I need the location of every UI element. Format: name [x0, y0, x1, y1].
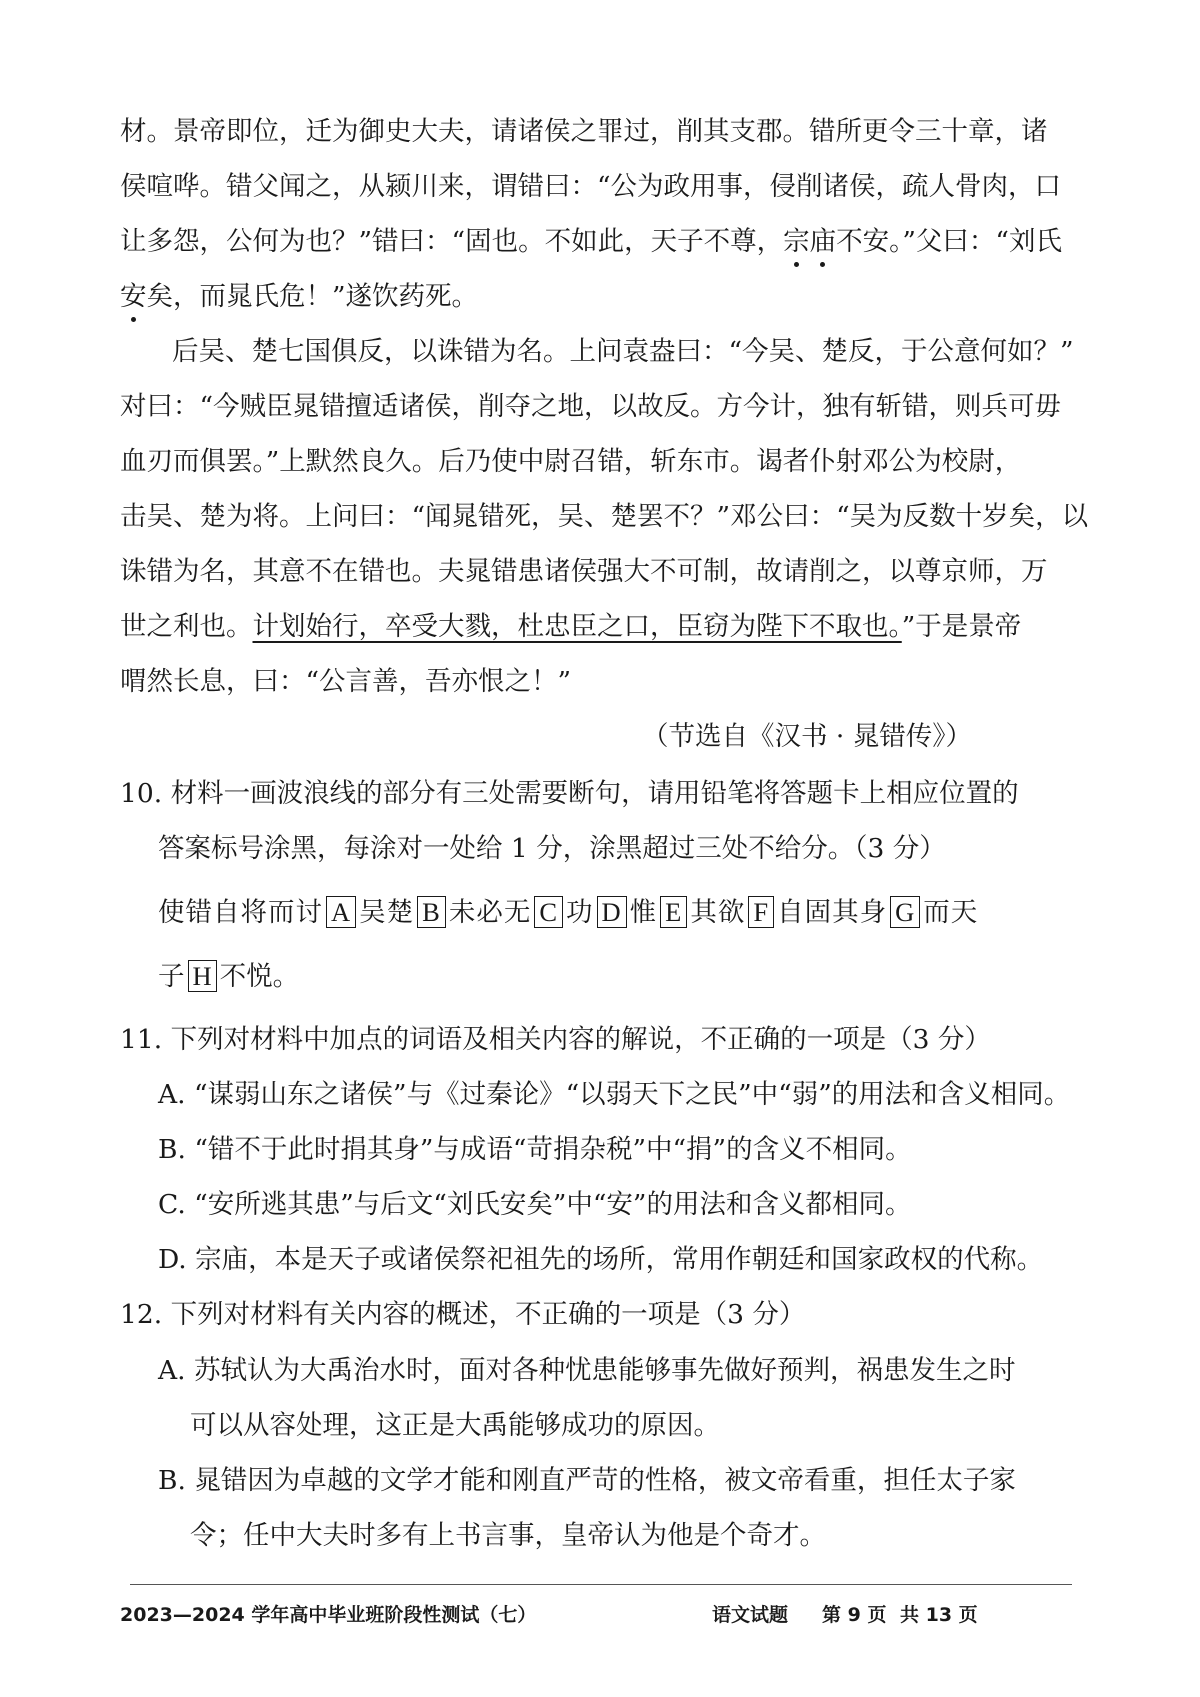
answer-box-D[interactable]: D [597, 896, 627, 928]
answer-box-A[interactable]: A [326, 896, 356, 928]
passage-line: 喟然长息，曰：“公言善，吾亦恨之！” [120, 666, 572, 697]
passage-line: 侯喧哗。错父闻之，从颍川来，谓错曰：“公为政用事，侵削诸侯，疏人骨肉，口 [120, 171, 1062, 202]
exercise-text: 功 [566, 897, 594, 928]
option-D: D. 宗庙，本是天子或诸侯祭祀祖先的场所，常用作朝廷和国家政权的代称。 [158, 1244, 1044, 1275]
exercise-text: 而天 [923, 897, 979, 928]
exercise-text: 不悦。 [219, 961, 300, 992]
answer-box-G[interactable]: G [890, 896, 920, 928]
question-10-stem: 10. 材料一画波浪线的部分有三处需要断句，请用铅笔将答题卡上相应位置的 [120, 778, 1019, 809]
option-C: C. “安所逃其患”与后文“刘氏安矣”中“安”的用法和含义都相同。 [158, 1189, 912, 1220]
question-12-stem: 12. 下列对材料有关内容的概述，不正确的一项是（3 分） [120, 1299, 806, 1330]
exercise-text: 使错自将而讨 [158, 897, 323, 928]
option-B: B. “错不于此时捐其身”与成语“苛捐杂税”中“捐”的含义不相同。 [158, 1134, 912, 1165]
page-total: 共 13 页 [900, 1604, 978, 1626]
source-citation: （节选自《汉书 · 晁错传》） [641, 721, 972, 752]
passage-text: ”于是景帝 [901, 611, 1022, 642]
exercise-text: 自固其身 [777, 897, 888, 928]
passage-line [120, 222, 1062, 262]
passage-line: 对曰：“今贼臣晁错擅适诸侯，削夺之地，以故反。方今计，独有斩错，则兵可毋 [120, 391, 1062, 422]
option-B: B. 晁错因为卓越的文学才能和刚直严苛的性格，被文帝看重，担任太子家 [158, 1465, 1016, 1496]
punctuation-exercise [158, 893, 978, 933]
passage-line: 后吴、楚七国俱反，以诛错为名。上问袁盎曰：“今吴、楚反，于公意何如？” [172, 336, 1074, 367]
underlined-sentence: 计划始行，卒受大戮，杜忠臣之口，臣窃为陛下不取也。 [252, 611, 902, 642]
passage-line: 血刃而俱罢。”上默然良久。后乃使中尉召错，斩东市。谒者仆射邓公为校尉， [120, 446, 1022, 477]
passage-line: 击吴、楚为将。上问曰：“闻晁错死，吴、楚罢不？”邓公曰：“吴为反数十岁矣，以 [120, 501, 1089, 532]
footer-divider [130, 1584, 1072, 1585]
punctuation-exercise [158, 957, 299, 997]
dotted-char: 安 [120, 281, 147, 312]
dotted-char: 庙 [809, 226, 837, 257]
dotted-char: 宗 [783, 226, 810, 257]
answer-box-B[interactable]: B [417, 896, 446, 928]
answer-box-E[interactable]: E [660, 896, 687, 928]
passage-line [120, 607, 1022, 647]
passage-text: 让多怨，公何为也？”错曰：“固也。不如此，天子不尊， [120, 226, 784, 257]
answer-box-F[interactable]: F [748, 896, 774, 928]
exam-title: 2023—2024 学年高中毕业班阶段性测试（七） [120, 1604, 537, 1626]
passage-line: 材。景帝即位，迁为御史大夫，请诸侯之罪过，削其支郡。错所更令三十章，诸 [120, 116, 1048, 147]
exercise-text: 未必无 [448, 897, 532, 928]
option-A: A. “谋弱山东之诸侯”与《过秦论》“以弱天下之民”中“弱”的用法和含义相同。 [158, 1079, 1071, 1110]
option-B: 令；任中大夫时多有上书言事，皇帝认为他是个奇才。 [190, 1520, 826, 1551]
option-A: A. 苏轼认为大禹治水时，面对各种忧患能够事先做好预判，祸患发生之时 [158, 1355, 1016, 1386]
passage-line: 诛错为名，其意不在错也。夫晁错患诸侯强大不可制，故请削之，以尊京师，万 [120, 556, 1048, 587]
passage-line [120, 277, 478, 317]
passage-text: 世之利也。 [120, 611, 253, 642]
exercise-text: 惟 [629, 897, 658, 928]
answer-box-H[interactable]: H [188, 960, 217, 992]
question-11-stem: 11. 下列对材料中加点的词语及相关内容的解说，不正确的一项是（3 分） [120, 1024, 991, 1055]
page-number: 第 9 页 [822, 1604, 887, 1626]
passage-text: 不安。”父曰：“刘氏 [836, 226, 1062, 257]
question-10-stem: 答案标号涂黑，每涂对一处给 1 分，涂黑超过三处不给分。（3 分） [158, 833, 946, 864]
exercise-text: 吴楚 [359, 897, 415, 928]
exercise-text: 其欲 [690, 897, 746, 928]
option-A: 可以从容处理，这正是大禹能够成功的原因。 [190, 1410, 720, 1441]
subject-label: 语文试题 [712, 1604, 789, 1626]
passage-text: 矣，而晁氏危！”遂饮药死。 [146, 281, 479, 312]
exercise-text: 子 [158, 961, 185, 992]
answer-box-C[interactable]: C [534, 896, 563, 928]
